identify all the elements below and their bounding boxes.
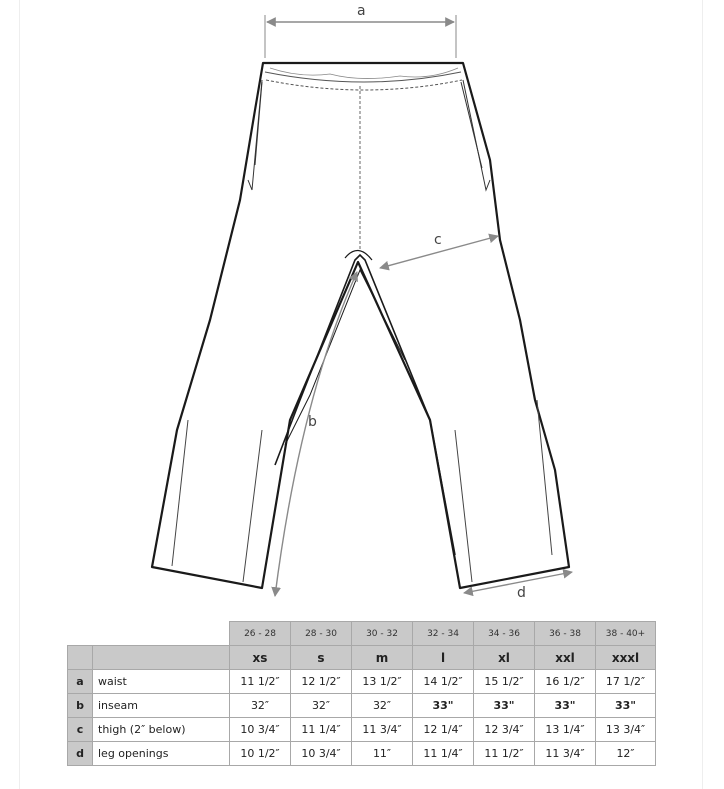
size-range-row — [68, 622, 656, 646]
value-cell: 33" — [413, 694, 474, 718]
measure-name: thigh (2″ below) — [93, 718, 230, 742]
table-row-thigh — [68, 718, 656, 742]
measure-letter: d — [68, 742, 93, 766]
value-cell: 12 1/2″ — [291, 670, 352, 694]
value-cell: 32″ — [230, 694, 291, 718]
value-cell: 32″ — [352, 694, 413, 718]
value-cell: 33" — [535, 694, 596, 718]
value-cell: 16 1/2″ — [535, 670, 596, 694]
corner-cell — [68, 646, 93, 670]
corner-cell — [93, 646, 230, 670]
value-cell: 11 3/4″ — [535, 742, 596, 766]
dimension-label-b: b — [308, 414, 317, 430]
value-cell: 17 1/2″ — [596, 670, 656, 694]
value-cell: 33" — [474, 694, 535, 718]
size-label: l — [413, 646, 474, 670]
value-cell: 11 1/2″ — [230, 670, 291, 694]
table-row-inseam — [68, 694, 656, 718]
dimension-label-c: c — [434, 232, 442, 248]
measure-letter: a — [68, 670, 93, 694]
size-header-row — [68, 646, 656, 670]
dimension-label-d: d — [517, 585, 526, 601]
dimension-label-a: a — [357, 3, 366, 19]
measure-name: waist — [93, 670, 230, 694]
range-cell: 34 - 36 — [474, 622, 535, 646]
size-label: m — [352, 646, 413, 670]
value-cell: 10 1/2″ — [230, 742, 291, 766]
value-cell: 10 3/4″ — [230, 718, 291, 742]
value-cell: 14 1/2″ — [413, 670, 474, 694]
table-row-waist — [68, 670, 656, 694]
range-cell: 30 - 32 — [352, 622, 413, 646]
value-cell: 12″ — [596, 742, 656, 766]
measure-name: inseam — [93, 694, 230, 718]
value-cell: 10 3/4″ — [291, 742, 352, 766]
size-chart-table — [67, 621, 656, 766]
value-cell: 13 1/4″ — [535, 718, 596, 742]
value-cell: 13 1/2″ — [352, 670, 413, 694]
value-cell: 33" — [596, 694, 656, 718]
value-cell: 11 3/4″ — [352, 718, 413, 742]
range-cell: 32 - 34 — [413, 622, 474, 646]
value-cell: 11 1/4″ — [413, 742, 474, 766]
value-cell: 11 1/4″ — [291, 718, 352, 742]
size-label: s — [291, 646, 352, 670]
value-cell: 11 1/2″ — [474, 742, 535, 766]
value-cell: 32″ — [291, 694, 352, 718]
value-cell: 12 1/4″ — [413, 718, 474, 742]
value-cell: 11″ — [352, 742, 413, 766]
size-label: xxxl — [596, 646, 656, 670]
size-label: xl — [474, 646, 535, 670]
range-cell: 38 - 40+ — [596, 622, 656, 646]
range-cell: 36 - 38 — [535, 622, 596, 646]
table-row-leg-openings — [68, 742, 656, 766]
measure-letter: b — [68, 694, 93, 718]
value-cell: 15 1/2″ — [474, 670, 535, 694]
value-cell: 13 3/4″ — [596, 718, 656, 742]
size-label: xs — [230, 646, 291, 670]
measure-name: leg openings — [93, 742, 230, 766]
value-cell: 12 3/4″ — [474, 718, 535, 742]
size-label: xxl — [535, 646, 596, 670]
range-cell: 28 - 30 — [291, 622, 352, 646]
range-cell: 26 - 28 — [230, 622, 291, 646]
measure-letter: c — [68, 718, 93, 742]
